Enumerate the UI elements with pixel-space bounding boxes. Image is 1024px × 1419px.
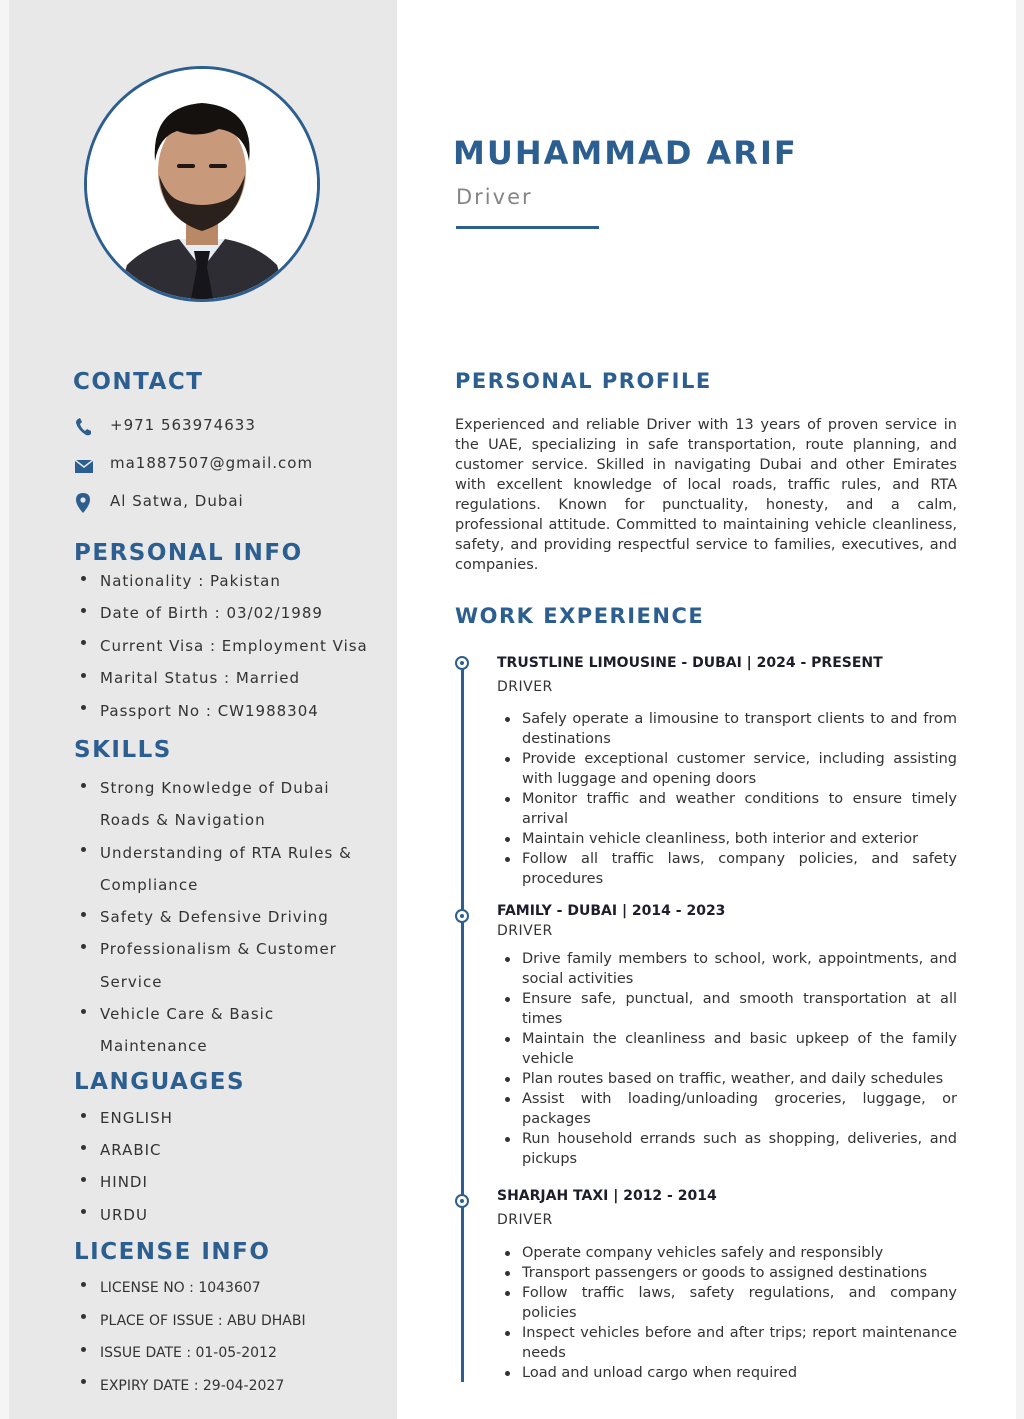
experience-heading: WORK EXPERIENCE <box>455 604 705 628</box>
job-role: DRIVER <box>497 679 553 695</box>
language-item: ARABIC <box>78 1134 173 1166</box>
candidate-role: Driver <box>456 185 533 209</box>
job-title: FAMILY - DUBAI | 2014 - 2023 <box>497 903 726 919</box>
job-duties <box>502 949 957 1169</box>
duty-item: Run household errands such as shopping, deliveries, and pickups <box>502 1129 957 1169</box>
skill-item: Safety & Defensive Driving <box>78 901 352 933</box>
duty-item: Operate company vehicles safely and responsibly <box>502 1243 957 1263</box>
language-item: ENGLISH <box>78 1102 173 1134</box>
duty-item: Transport passengers or goods to assigned destinations <box>502 1263 957 1283</box>
skills-list <box>78 772 352 1063</box>
job-role: DRIVER <box>497 1212 553 1228</box>
candidate-name: MUHAMMAD ARIF <box>453 134 798 172</box>
duty-item: Ensure safe, punctual, and smooth transportation at all times <box>502 989 957 1029</box>
header-underline <box>456 226 599 229</box>
skills-heading: SKILLS <box>74 737 172 763</box>
duty-item: Maintain vehicle cleanliness, both interior and exterior <box>502 829 957 849</box>
languages-list <box>78 1102 173 1231</box>
skill-item: Vehicle Care & Basic Maintenance <box>78 998 352 1063</box>
license-item: EXPIRY DATE : 29-04-2027 <box>78 1370 306 1403</box>
skill-item: Professionalism & Customer Service <box>78 933 352 998</box>
list-item: Date of Birth : 03/02/1989 <box>78 597 368 629</box>
phone-icon <box>74 416 94 438</box>
profile-heading: PERSONAL PROFILE <box>455 369 712 393</box>
list-item: Current Visa : Employment Visa <box>78 630 368 662</box>
page-edge-right <box>1016 0 1024 1419</box>
job-duties <box>502 1243 957 1383</box>
language-item: HINDI <box>78 1166 173 1198</box>
profile-photo <box>84 66 320 302</box>
duty-item: Follow all traffic laws, company policies, and safety procedures <box>502 849 957 889</box>
envelope-icon <box>74 454 94 476</box>
timeline-node-icon <box>455 909 469 923</box>
duty-item: Safely operate a limousine to transport clients to and from destinations <box>502 709 957 749</box>
skill-item: Strong Knowledge of Dubai Roads & Navigation <box>78 772 352 837</box>
duty-item: Maintain the cleanliness and basic upkeep of the family vehicle <box>502 1029 957 1069</box>
license-item: PLACE OF ISSUE : ABU DHABI <box>78 1305 306 1338</box>
duty-item: Monitor traffic and weather conditions to ensure timely arrival <box>502 789 957 829</box>
job-title: SHARJAH TAXI | 2012 - 2014 <box>497 1188 717 1204</box>
skill-item: Understanding of RTA Rules & Compliance <box>78 837 352 902</box>
job-role: DRIVER <box>497 923 553 939</box>
timeline-line <box>461 666 464 1382</box>
duty-item: Inspect vehicles before and after trips; report maintenance needs <box>502 1323 957 1363</box>
license-heading: LICENSE INFO <box>74 1239 271 1265</box>
license-item: LICENSE NO : 1043607 <box>78 1272 306 1305</box>
timeline-node-icon <box>455 1194 469 1208</box>
duty-item: Follow traffic laws, safety regulations, and company policies <box>502 1283 957 1323</box>
person-avatar-illustration <box>87 69 317 299</box>
contact-heading: CONTACT <box>73 369 204 395</box>
duty-item: Drive family members to school, work, appointments, and social activities <box>502 949 957 989</box>
languages-heading: LANGUAGES <box>74 1069 246 1095</box>
location-pin-icon <box>74 492 94 514</box>
personal-info-heading: PERSONAL INFO <box>74 540 303 566</box>
job-title: TRUSTLINE LIMOUSINE - DUBAI | 2024 - PRESENT <box>497 655 883 671</box>
job-duties <box>502 709 957 889</box>
duty-item: Provide exceptional customer service, including assisting with luggage and opening doors <box>502 749 957 789</box>
page-edge-left <box>0 0 9 1419</box>
list-item: Passport No : CW1988304 <box>78 695 368 727</box>
license-item: ISSUE DATE : 01-05-2012 <box>78 1337 306 1370</box>
license-list <box>78 1272 306 1402</box>
duty-item: Load and unload cargo when required <box>502 1363 957 1383</box>
duty-item: Plan routes based on traffic, weather, and daily schedules <box>502 1069 957 1089</box>
list-item: Marital Status : Married <box>78 662 368 694</box>
list-item: Nationality : Pakistan <box>78 565 368 597</box>
personal-info-list <box>78 565 368 727</box>
duty-item: Assist with loading/unloading groceries, luggage, or packages <box>502 1089 957 1129</box>
profile-summary: Experienced and reliable Driver with 13 years of proven service in the UAE, specializing in safe transportation, route planning, and customer service. Skilled in navigating Dubai and other Emirates with excellent knowledge of local roads, traffic rules, and RTA regulations. Known for punctuality, honesty, and a calm, professional attitude. Committed to maintaining vehicle cleanliness, safety, and providing respectful service to families, executives, and companies. <box>455 417 957 573</box>
language-item: URDU <box>78 1199 173 1231</box>
timeline-node-icon <box>455 656 469 670</box>
